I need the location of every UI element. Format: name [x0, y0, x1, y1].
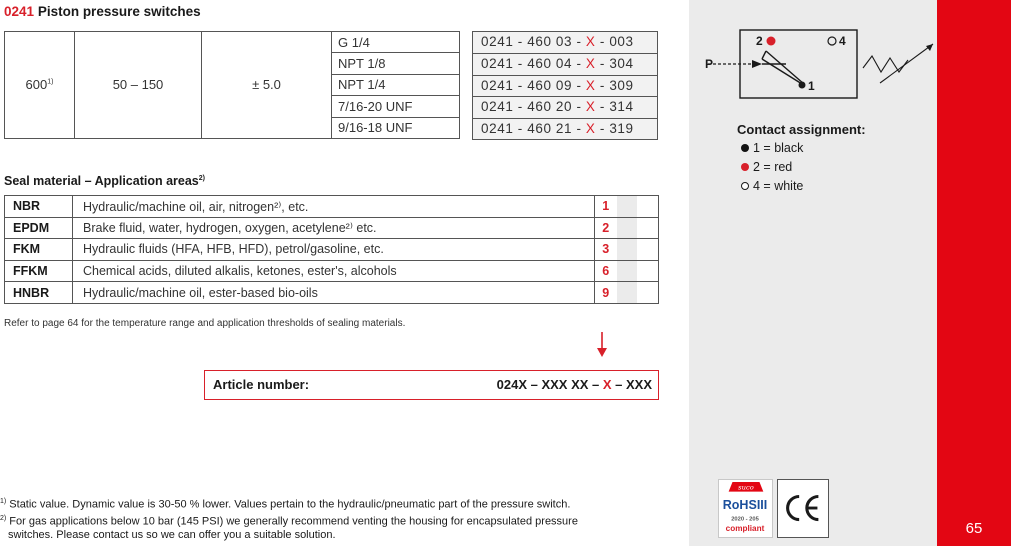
white-dot-icon	[741, 182, 749, 190]
article-number-box	[204, 370, 659, 400]
seal-fill	[617, 196, 637, 218]
contact-item: 1 = black	[741, 141, 803, 155]
thread-cell: 7/16-20 UNF	[332, 96, 460, 117]
seal-num: 1	[595, 196, 617, 218]
seal-footnote-ref: 2)	[198, 174, 205, 182]
article-value: 024X – XXX XX – X – XXX	[496, 377, 652, 392]
seal-num: 2	[595, 217, 617, 239]
table-row	[5, 196, 659, 218]
footnote-2: $^{2)}$ For gas applications below 10 bar (145 PSI) we generally recommend venting the housing for encapsulated pressure	[0, 515, 578, 528]
article-code: 0241 - 460 21 - X - 319	[473, 118, 657, 139]
svg-text:compliant: compliant	[725, 524, 765, 534]
symbol-label-p: P	[705, 57, 714, 71]
footnote-1: $^{1)}$ Static value. Dynamic value is 30-50 % lower. Values pertain to the hydraulic/pneumatic part of the pressure switch.	[0, 498, 571, 511]
pressure-footnote-ref: 1)	[47, 79, 54, 87]
thread-cell: NPT 1/8	[332, 53, 460, 74]
contact-item: 4 = white	[741, 179, 803, 193]
seal-code: HNBR	[5, 282, 73, 304]
pressure-value: 600	[25, 77, 48, 93]
table-row	[5, 282, 659, 304]
seal-num: 3	[595, 239, 617, 261]
seal-fill	[617, 260, 637, 282]
seal-fill	[617, 239, 637, 261]
title-text: Piston pressure switches	[37, 4, 201, 19]
seal-heading: Seal material – Application areas$^{2)}$	[4, 174, 205, 188]
thread-cell: 9/16-18 UNF	[332, 117, 460, 138]
page-title	[4, 4, 201, 19]
down-arrow-icon	[596, 332, 608, 358]
seal-table	[4, 195, 659, 304]
seal-code: NBR	[5, 196, 73, 218]
seal-num: 9	[595, 282, 617, 304]
seal-fill	[617, 282, 637, 304]
side-band	[937, 0, 1011, 546]
seal-desc: Chemical acids, diluted alkalis, ketones, ester's, alcohols	[73, 260, 595, 282]
ce-mark	[777, 479, 829, 538]
seal-code: EPDM	[5, 217, 73, 239]
thread-cell: G 1/4	[332, 32, 460, 53]
pressure-cell	[5, 32, 75, 139]
ce-mark-icon	[778, 480, 828, 537]
article-label: Article number:	[213, 377, 310, 392]
refer-note: Refer to page 64 for the temperature range and application thresholds of sealing materials.	[4, 318, 406, 329]
symbol-label-4: 4	[839, 34, 846, 48]
seal-desc: Hydraulic fluids (HFA, HFB, HFD), petrol/gasoline, etc.	[73, 239, 595, 261]
article-code: 0241 - 460 20 - X - 314	[473, 96, 657, 117]
article-code: 0241 - 460 03 - X - 003	[481, 34, 634, 49]
footnote-2-cont: switches. Please contact us so we can offer you a suitable solution.	[8, 529, 336, 541]
table-row	[5, 239, 659, 261]
seal-code: FFKM	[5, 260, 73, 282]
article-code: 0241 - 460 04 - X - 304	[473, 53, 657, 74]
contact-item: 2 = red	[741, 160, 792, 174]
range-cell: 50 – 150	[75, 32, 202, 139]
rohs-logo-icon	[719, 480, 772, 537]
red-dot-icon	[741, 163, 749, 171]
thread-cell: NPT 1/4	[332, 74, 460, 95]
seal-end	[637, 217, 659, 239]
spec-table	[4, 31, 460, 139]
seal-desc: Hydraulic/machine oil, ester-based bio-oils	[73, 282, 595, 304]
svg-text:suco: suco	[738, 483, 754, 492]
seal-code: FKM	[5, 239, 73, 261]
title-code: 0241	[4, 4, 35, 19]
table-row	[5, 260, 659, 282]
table-row	[5, 217, 659, 239]
article-codes-box	[472, 31, 658, 140]
symbol-label-1: 1	[808, 79, 815, 93]
seal-num: 6	[595, 260, 617, 282]
seal-end	[637, 260, 659, 282]
svg-text:2020 - 205: 2020 - 205	[731, 516, 759, 523]
article-code: 0241 - 460 09 - X - 309	[473, 75, 657, 96]
black-dot-icon	[741, 144, 749, 152]
symbol-label-2: 2	[756, 34, 763, 48]
seal-desc: Hydraulic/machine oil, air, nitrogen²⁾, etc.	[73, 196, 595, 218]
seal-fill	[617, 217, 637, 239]
rohs-badge	[718, 479, 773, 538]
seal-desc: Brake fluid, water, hydrogen, oxygen, acetylene²⁾ etc.	[73, 217, 595, 239]
seal-end	[637, 239, 659, 261]
svg-text:RoHSIII: RoHSIII	[722, 497, 768, 512]
page-number: 65	[965, 520, 983, 537]
switch-symbol-icon	[700, 28, 935, 103]
contact-title: Contact assignment:	[737, 122, 866, 137]
seal-end	[637, 196, 659, 218]
tolerance-cell: ± 5.0	[202, 32, 332, 139]
seal-end	[637, 282, 659, 304]
